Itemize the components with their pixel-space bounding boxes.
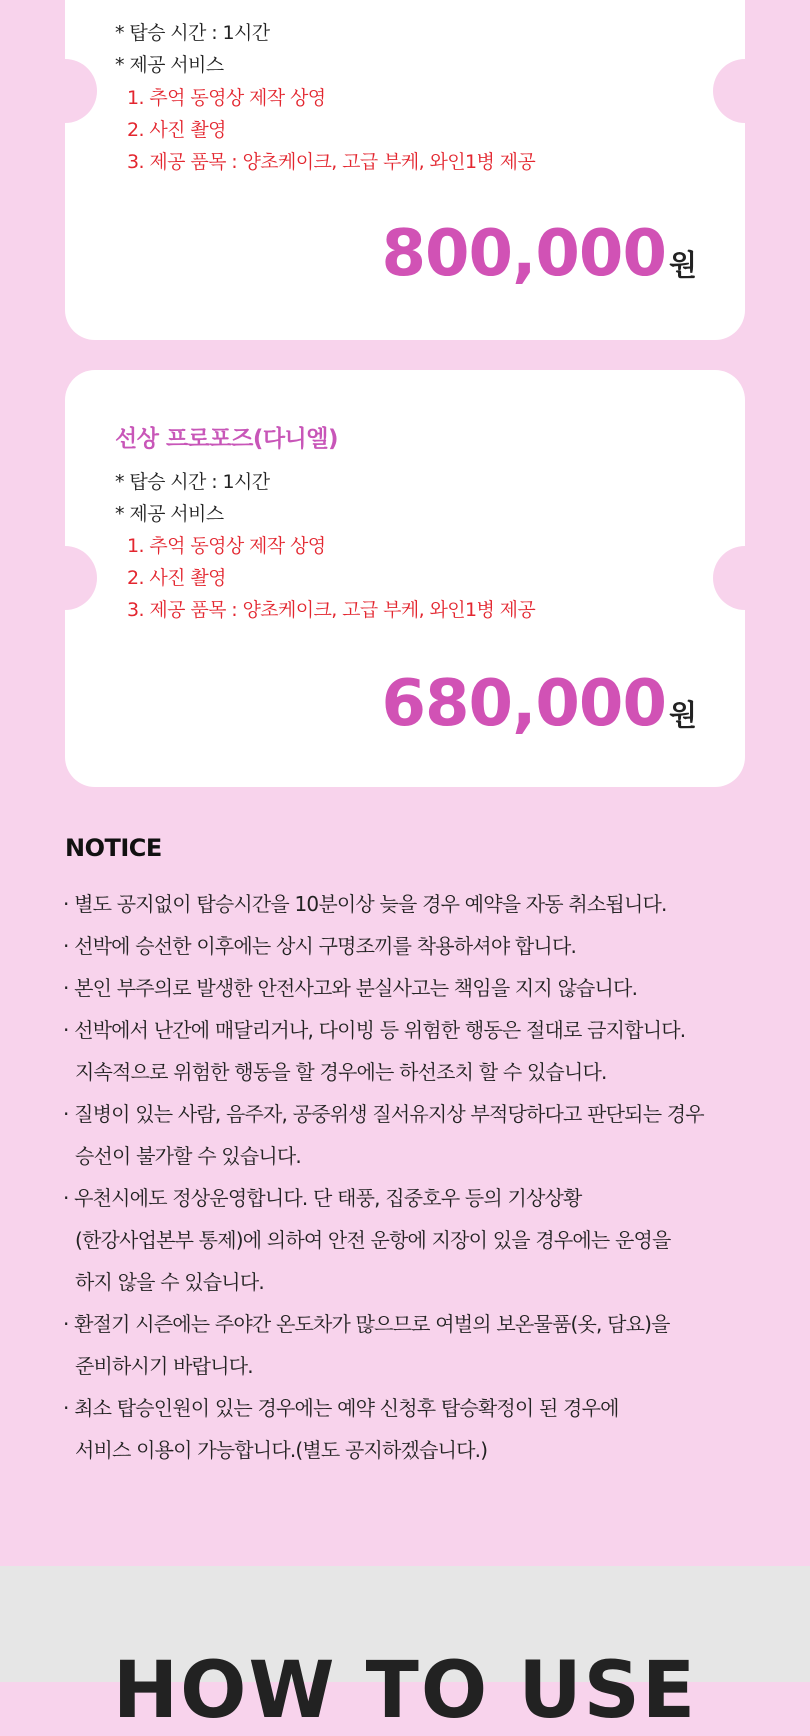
notice-line: · 본인 부주의로 발생한 안전사고와 분실사고는 책임을 지지 않습니다. <box>63 976 638 1000</box>
ticket-notch-left <box>33 546 97 610</box>
services-label: * 제공 서비스 <box>115 503 224 525</box>
ticket-notch-right <box>713 546 777 610</box>
notice-item <box>63 883 763 925</box>
notice-list <box>63 883 763 1471</box>
notice-item <box>63 1177 763 1303</box>
notice-line: 준비하시기 바랍니다. <box>75 1354 253 1378</box>
notice-line: · 별도 공지없이 탑승시간을 10분이상 늦을 경우 예약을 자동 취소됩니다. <box>63 892 667 916</box>
service-item: 3. 제공 품목 : 양초케이크, 고급 부케, 와인1병 제공 <box>127 599 536 621</box>
service-item: 1. 추억 동영상 제작 상영 <box>127 535 326 557</box>
notice-line: · 환절기 시즌에는 주야간 온도차가 많으므로 여벌의 보온물품(옷, 담요)을 <box>63 1312 670 1336</box>
package-card-daniel <box>65 370 745 787</box>
price-currency: 원 <box>668 698 697 732</box>
notice-item <box>63 925 763 967</box>
package-title: 선상 프로포즈(다니엘) <box>115 426 338 452</box>
notice-title: NOTICE <box>65 834 162 862</box>
price-currency: 원 <box>668 248 697 282</box>
service-item: 2. 사진 촬영 <box>127 119 226 141</box>
ticket-notch-left <box>33 59 97 123</box>
section-heading: HOW TO USE <box>112 1646 698 1736</box>
notice-line: 지속적으로 위험한 행동을 할 경우에는 하선조치 할 수 있습니다. <box>75 1060 607 1084</box>
ticket-notch-right <box>713 59 777 123</box>
notice-item <box>63 1387 763 1471</box>
package-card-rose <box>65 0 745 340</box>
notice-line: 서비스 이용이 가능합니다.(별도 공지하겠습니다.) <box>75 1438 488 1462</box>
notice-line: · 선박에서 난간에 매달리거나, 다이빙 등 위험한 행동은 절대로 금지합니다. <box>63 1018 686 1042</box>
notice-item <box>63 1009 763 1093</box>
price <box>381 667 697 741</box>
services-label: * 제공 서비스 <box>115 54 224 76</box>
price-amount: 680,000 <box>381 667 666 741</box>
notice-item <box>63 1093 763 1177</box>
notice-item <box>63 1303 763 1387</box>
boarding-time: * 탑승 시간 : 1시간 <box>115 471 270 493</box>
boarding-time: * 탑승 시간 : 1시간 <box>115 22 270 44</box>
notice-line: (한강사업본부 통제)에 의하여 안전 운항에 지장이 있을 경우에는 운영을 <box>75 1228 671 1252</box>
notice-line: · 우천시에도 정상운영합니다. 단 태풍, 집중호우 등의 기상상황 <box>63 1186 582 1210</box>
notice-line: 승선이 불가할 수 있습니다. <box>75 1144 301 1168</box>
service-item: 3. 제공 품목 : 양초케이크, 고급 부케, 와인1병 제공 <box>127 151 536 173</box>
price-amount: 800,000 <box>381 217 666 291</box>
service-item: 1. 추억 동영상 제작 상영 <box>127 87 326 109</box>
service-item: 2. 사진 촬영 <box>127 567 226 589</box>
price <box>381 217 697 291</box>
how-to-use-section <box>0 1566 810 1736</box>
notice-line: · 질병이 있는 사람, 음주자, 공중위생 질서유지상 부적당하다고 판단되는 경우 <box>63 1102 704 1126</box>
notice-line: · 선박에 승선한 이후에는 상시 구명조끼를 착용하셔야 합니다. <box>63 934 577 958</box>
notice-item <box>63 967 763 1009</box>
notice-line: · 최소 탑승인원이 있는 경우에는 예약 신청후 탑승확정이 된 경우에 <box>63 1396 619 1420</box>
notice-line: 하지 않을 수 있습니다. <box>75 1270 264 1294</box>
